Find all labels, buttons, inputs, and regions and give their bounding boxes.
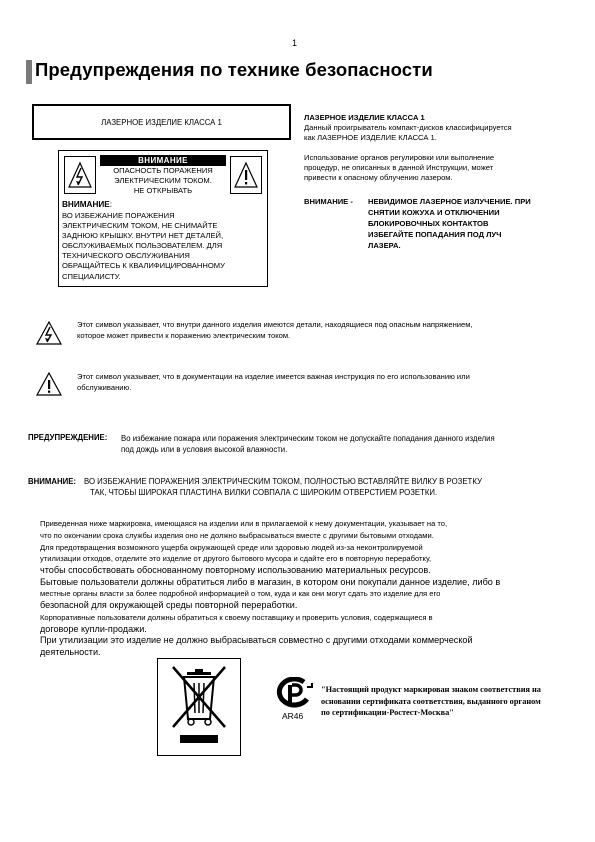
certification-line: основании сертификата соответствия, выданного органом (321, 696, 541, 706)
recycling-line: Приведенная ниже маркировка, имеющаяся на изделии или в прилагаемой к нему документации, указывает на то, (40, 519, 448, 528)
preduprezhdenie-text (121, 433, 561, 455)
caution-warning-line: СПЕЦИАЛИСТУ. (62, 271, 121, 281)
recycling-line: договоре купли-продажи. (40, 623, 147, 634)
certification-line: "Настоящий продукт маркирован знаком соответствия на (321, 685, 541, 694)
rostest-pct-logo (274, 677, 314, 710)
caution-warning-line: ЗАДНЮЮ КРЫШКУ. ВНУТРИ НЕТ ДЕТАЛЕЙ, (62, 231, 224, 241)
description-line: Этот символ указывает, что внутри данного изделия имеются детали, находящиеся под опасным напряжением, (77, 320, 473, 329)
caution-line: ОПАСНОСТЬ ПОРАЖЕНИЯ (113, 166, 213, 175)
recycling-line: При утилизации это изделие не должно выбрасываться совместно с другими отходами коммерческой (40, 635, 473, 646)
laser-class-label: ЛАЗЕРНОЕ ИЗДЕЛИЕ КЛАССА 1 (101, 117, 222, 127)
recycling-line: Для предотвращения возможного ущерба окружающей среде или здоровью людей из-за неконтролируемой (40, 542, 423, 552)
warning-line: ЛАЗЕРА. (368, 241, 401, 250)
laser-class-box (32, 104, 291, 140)
paragraph-line: как ЛАЗЕРНОЕ ИЗДЕЛИЕ КЛАССА 1. (304, 132, 437, 142)
warning-line: Во избежание пожара или поражения электрическим током не допускайте попадания данного изделия (121, 434, 495, 443)
laser-radiation-label: ВНИМАНИЕ - (304, 197, 353, 206)
recycling-line: чтобы способствовать обоснованному повторному использованию материальных ресурсов. (40, 565, 431, 576)
caution-warning-body (62, 211, 266, 282)
recycling-line: безопасной для окружающей среды повторной переработки. (40, 600, 298, 611)
plug-warning-line: ТАК, ЧТОБЫ ШИРОКАЯ ПЛАСТИНА ВИЛКИ СОВПАЛА С ШИРОКИМ ОТВЕРСТИЕМ РОЗЕТКИ. (90, 488, 438, 497)
recycling-line: что по окончании срока службы изделия оно не должно выбрасываться вместе с другими бытовыми отходами. (40, 530, 434, 540)
certification-line: по сертификации-Ростест-Москва" (321, 708, 454, 718)
symbol-description (77, 372, 557, 393)
symbol-description (77, 320, 557, 341)
plug-warning-line: ВО ИЗБЕЖАНИЕ ПОРАЖЕНИЯ ЭЛЕКТРИЧЕСКИМ ТОКОМ, ПОЛНОСТЬЮ ВСТАВЛЯЙТЕ ВИЛКУ В РОЗЕТКУ (84, 477, 482, 486)
caution-warning-colon: : (109, 200, 112, 209)
caution-warning-heading-text: ВНИМАНИЕ (62, 200, 110, 209)
controls-warning-paragraph (304, 153, 562, 182)
laser-class-heading: ЛАЗЕРНОЕ ИЗДЕЛИЕ КЛАССА 1 (304, 113, 425, 122)
caution-warning-line: ОБРАЩАЙТЕСЬ К КВАЛИФИЦИРОВАННОМУ (62, 261, 225, 271)
title-accent-bar (26, 60, 32, 84)
caution-warning-heading (62, 200, 112, 209)
description-line: обслуживанию. (77, 382, 132, 392)
recycling-line: Корпоративные пользователи должны обратиться к своему поставщику и проверить условия, содержащиеся в (40, 612, 433, 622)
lightning-triangle-icon (64, 156, 96, 194)
page-title: Предупреждения по технике безопасности (35, 59, 433, 80)
recycling-line: деятельности. (40, 646, 101, 657)
paragraph-line: Использование органов регулировки или выполнение (304, 153, 495, 162)
laser-class-paragraph (304, 123, 562, 142)
caution-warning-line: ВО ИЗБЕЖАНИЕ ПОРАЖЕНИЯ (62, 211, 175, 220)
preduprezhdenie-label: ПРЕДУПРЕЖДЕНИЕ: (28, 433, 108, 442)
warning-line: СНЯТИИ КОЖУХА И ОТКЛЮЧЕНИИ (368, 208, 500, 217)
paragraph-line: привести к опасному облучению лазером. (304, 172, 453, 182)
recycling-line: утилизации отходов, отделите это изделие от другого бытового мусора и сдайте его в повторную переработку, (40, 554, 432, 564)
page-number: 1 (292, 38, 298, 48)
paragraph-line: Данный проигрыватель компакт-дисков классифицируется (304, 123, 512, 132)
caution-warning-line: ОБСЛУЖИВАЕМЫХ ПОЛЬЗОВАТЕЛЕМ. ДЛЯ (62, 241, 223, 251)
certification-text (321, 684, 566, 719)
caution-line: ЭЛЕКТРИЧЕСКИМ ТОКОМ. (114, 176, 212, 185)
caution-panel (100, 155, 226, 197)
recycling-notice (40, 518, 570, 658)
recycling-line: Бытовые пользователи должны обратиться либо в магазин, в котором они покупали данное изделие, либо в (40, 576, 501, 587)
description-line: Этот символ указывает, что в документации на изделие имеется важная инструкция по его использованию или (77, 372, 470, 381)
exclamation-triangle-icon (230, 156, 262, 194)
weee-crossed-bin-icon (157, 658, 241, 756)
paragraph-line: процедур, не описанных в данной Инструкции, может (304, 162, 494, 172)
warning-line: ИЗБЕГАЙТЕ ПОПАДАНИЯ ПОД ЛУЧ (368, 230, 502, 239)
warning-line: НЕВИДИМОЕ ЛАЗЕРНОЕ ИЗЛУЧЕНИЕ. ПРИ (368, 197, 531, 206)
laser-radiation-warning (368, 196, 568, 251)
caution-header: ВНИМАНИЕ (100, 155, 226, 166)
description-line: которое может привести к поражению электрическим током. (77, 330, 291, 340)
caution-line: НЕ ОТКРЫВАТЬ (133, 186, 193, 195)
caution-warning-line: ТЕХНИЧЕСКОГО ОБСЛУЖИВАНИЯ (62, 251, 190, 261)
recycling-line: местные органы власти за более подробной информацией о том, куда и как они могут сдать это изделие для его (40, 589, 441, 599)
plug-warning-label: ВНИМАНИЕ: (28, 477, 77, 486)
warning-line: под дождь или в условия высокой влажности. (121, 445, 288, 454)
warning-line: БЛОКИРОВОЧНЫХ КОНТАКТОВ (368, 219, 489, 228)
certificate-code: AR46 (282, 711, 304, 721)
caution-warning-line: ЭЛЕКТРИЧЕСКИМ ТОКОМ, НЕ СНИМАЙТЕ (62, 221, 218, 231)
lightning-triangle-icon (36, 321, 62, 345)
exclamation-triangle-icon (36, 372, 62, 396)
